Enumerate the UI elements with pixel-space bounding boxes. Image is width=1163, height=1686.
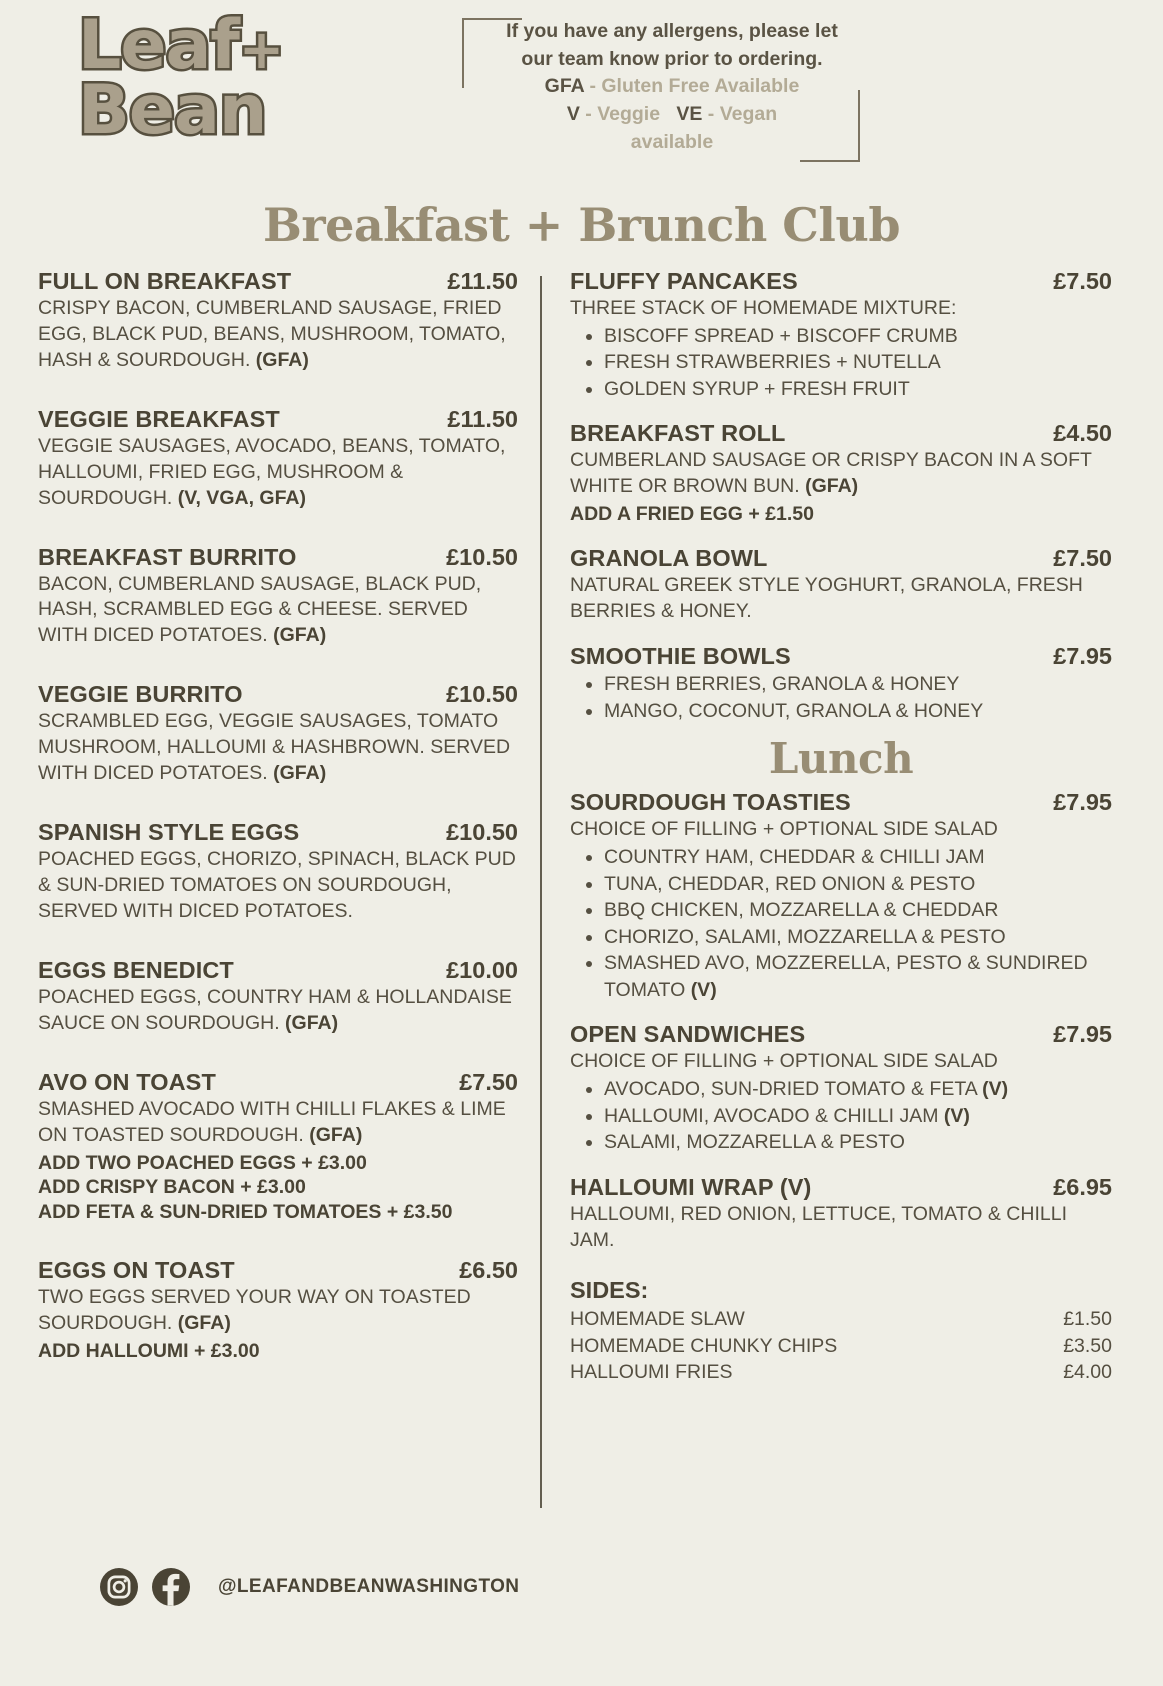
sides-heading: SIDES:	[570, 1277, 649, 1304]
menu-item	[38, 819, 518, 925]
allergen-v-desc: - Veggie	[585, 103, 661, 126]
menu-item-price: £7.50	[459, 1068, 518, 1095]
side-price: £3.50	[1063, 1334, 1112, 1357]
item-spacer	[38, 935, 518, 957]
allergen-line-1: If you have any allergens, please let	[506, 20, 838, 42]
menu-item-header	[570, 789, 1112, 816]
allergen-notice	[462, 18, 882, 156]
menu-option: SMASHED AVO, MOZZERELLA, PESTO & SUNDIRED TOMATO (V)	[570, 950, 1112, 1003]
lunch-item-list	[570, 789, 1112, 1253]
menu-item-price: £10.00	[446, 956, 518, 983]
item-spacer	[38, 659, 518, 681]
side-name: HALLOUMI FRIES	[570, 1360, 733, 1383]
side-row	[570, 1359, 1112, 1385]
menu-item-name: HALLOUMI WRAP (V)	[570, 1173, 812, 1200]
allergen-line-2: our team know prior to ordering.	[521, 47, 823, 70]
menu-option: AVOCADO, SUN-DRIED TOMATO & FETA (V)	[570, 1076, 1112, 1103]
menu-item	[38, 957, 518, 1037]
menu-item-name: AVO ON TOAST	[38, 1068, 216, 1095]
menu-item	[38, 268, 518, 374]
menu-option: FRESH BERRIES, GRANOLA & HONEY	[570, 671, 1112, 698]
facebook-icon[interactable]	[152, 1568, 190, 1606]
menu-item-description: SMASHED AVOCADO WITH CHILLI FLAKES & LIME ON TOASTED SOURDOUGH. (GFA)	[38, 1097, 506, 1146]
allergen-v-code: V	[566, 103, 580, 126]
menu-item-header	[570, 420, 1112, 447]
menu-item-price: £7.50	[1053, 268, 1112, 294]
menu-header	[0, 0, 1163, 196]
menu-item-name: EGGS ON TOAST	[38, 1257, 235, 1284]
menu-item-addons	[570, 502, 1112, 527]
menu-item-addons	[38, 1339, 518, 1364]
item-spacer	[570, 537, 1112, 545]
menu-option: SALAMI, MOZZARELLA & PESTO	[570, 1129, 1112, 1156]
menu-item-description: VEGGIE SAUSAGES, AVOCADO, BEANS, TOMATO, HALLOUMI, FRIED EGG, MUSHROOM & SOURDOUGH. (V, VGA, GFA)	[38, 434, 506, 509]
menu-item-description: BACON, CUMBERLAND SAUSAGE, BLACK PUD, HASH, SCRAMBLED EGG & CHEESE. SERVED WITH DICED POTATOES. (GFA)	[38, 572, 482, 647]
sides-section	[570, 1277, 1112, 1384]
item-spacer	[570, 412, 1112, 420]
item-spacer	[570, 635, 1112, 643]
menu-option: COUNTRY HAM, CHEDDAR & CHILLI JAM	[570, 844, 1112, 871]
column-divider	[540, 276, 542, 1508]
allergen-gfa-row	[462, 73, 882, 101]
menu-item-price: £7.95	[1053, 789, 1112, 816]
side-name: HOMEMADE SLAW	[570, 1308, 745, 1331]
menu-item-price: £11.50	[447, 268, 518, 294]
menu-item-name: OPEN SANDWICHES	[570, 1021, 806, 1048]
menu-item-description: NATURAL GREEK STYLE YOGHURT, GRANOLA, FRESH BERRIES & HONEY.	[570, 574, 1083, 623]
item-spacer	[38, 1235, 518, 1257]
menu-item-description: TWO EGGS SERVED YOUR WAY ON TOASTED SOURDOUGH. (GFA)	[38, 1286, 471, 1335]
menu-addon: ADD CRISPY BACON + £3.00	[38, 1176, 306, 1199]
allergen-ve-code: VE	[676, 103, 703, 126]
menu-item-name: VEGGIE BREAKFAST	[38, 405, 280, 432]
lunch-section-title: Lunch	[768, 734, 914, 784]
menu-item-description: CHOICE OF FILLING + OPTIONAL SIDE SALAD	[570, 1050, 998, 1073]
menu-item-name: FULL ON BREAKFAST	[38, 268, 292, 294]
menu-item-description: CHOICE OF FILLING + OPTIONAL SIDE SALAD	[570, 818, 998, 841]
menu-item-price: £7.50	[1053, 545, 1112, 572]
menu-item-price: £10.50	[446, 543, 518, 570]
allergen-ve-desc-2: available	[630, 130, 714, 153]
menu-item	[38, 1257, 518, 1364]
menu-item	[570, 1174, 1112, 1254]
menu-item-header	[38, 957, 518, 984]
brand-logo	[78, 6, 284, 150]
menu-option: FRESH STRAWBERRIES + NUTELLA	[570, 349, 1112, 376]
menu-option: GOLDEN SYRUP + FRESH FRUIT	[570, 376, 1112, 403]
item-spacer	[38, 384, 518, 406]
menu-item-header	[570, 643, 1112, 670]
menu-item	[38, 681, 518, 787]
menu-item-description: CRISPY BACON, CUMBERLAND SAUSAGE, FRIED EGG, BLACK PUD, BEANS, MUSHROOM, TOMATO, HASH & SOURDOUGH. (GFA)	[38, 297, 506, 371]
menu-option: HALLOUMI, AVOCADO & CHILLI JAM (V)	[570, 1103, 1112, 1130]
menu-item-name: SPANISH STYLE EGGS	[38, 819, 300, 846]
social-handle: @LEAFANDBEANWASHINGTON	[218, 1576, 520, 1597]
menu-item-description: THREE STACK OF HOMEMADE MIXTURE:	[570, 297, 957, 319]
menu-item-header	[38, 1257, 518, 1284]
logo-line-2: Bean	[78, 70, 267, 150]
allergen-v-ve-row	[462, 101, 882, 129]
item-spacer	[38, 522, 518, 544]
menu-item-description: POACHED EGGS, CHORIZO, SPINACH, BLACK PUD & SUN-DRIED TOMATOES ON SOURDOUGH, SERVED WITH DICED POTATOES.	[38, 848, 516, 922]
menu-item-price: £11.50	[447, 405, 518, 432]
menu-item-name: EGGS BENEDICT	[38, 956, 234, 983]
menu-item-price: £7.95	[1053, 1021, 1112, 1048]
item-spacer	[38, 797, 518, 819]
menu-option: MANGO, COCONUT, GRANOLA & HONEY	[570, 698, 1112, 725]
menu-item-description: CUMBERLAND SAUSAGE OR CRISPY BACON IN A SOFT WHITE OR BROWN BUN. (GFA)	[570, 449, 1092, 498]
instagram-icon[interactable]	[100, 1568, 138, 1606]
menu-item-header	[38, 1069, 518, 1096]
side-name: HOMEMADE CHUNKY CHIPS	[570, 1334, 838, 1357]
menu-item-description: SCRAMBLED EGG, VEGGIE SAUSAGES, TOMATO MUSHROOM, HALLOUMI & HASHBROWN. SERVED WITH DICED POTATOES. (GFA)	[38, 710, 511, 785]
menu-item	[570, 643, 1112, 724]
menu-item	[38, 544, 518, 650]
menu-item-header	[38, 544, 518, 571]
menu-item-header	[38, 268, 518, 295]
logo-line-1: Leaf	[78, 6, 239, 85]
menu-item-price: £10.50	[446, 681, 518, 708]
menu-item-price: £6.95	[1053, 1173, 1112, 1200]
menu-item-price: £6.50	[459, 1257, 518, 1284]
menu-item	[570, 789, 1112, 1003]
menu-item-header	[570, 1021, 1112, 1048]
menu-item	[570, 1021, 1112, 1155]
menu-item-header	[570, 268, 1112, 295]
item-spacer	[570, 1013, 1112, 1021]
menu-item-name: BREAKFAST ROLL	[570, 420, 786, 447]
menu-item-name: BREAKFAST BURRITO	[38, 543, 297, 570]
menu-item	[38, 1069, 518, 1226]
breakfast-item-list	[38, 268, 518, 1364]
side-row	[570, 1306, 1112, 1332]
right-column	[542, 268, 1142, 1608]
menu-item	[570, 545, 1112, 625]
side-price: £1.50	[1063, 1308, 1112, 1331]
menu-option: TUNA, CHEDDAR, RED ONION & PESTO	[570, 871, 1112, 898]
page-title: Breakfast + Brunch Club	[262, 198, 901, 252]
sides-row-list	[570, 1306, 1112, 1384]
menu-item-options	[570, 323, 1112, 403]
menu-item-description: HALLOUMI, RED ONION, LETTUCE, TOMATO & CHILLI JAM.	[570, 1202, 1067, 1251]
menu-addon: ADD FETA & SUN-DRIED TOMATOES + £3.50	[38, 1201, 453, 1224]
menu-option: CHORIZO, SALAMI, MOZZARELLA & PESTO	[570, 924, 1112, 951]
menu-item-addons	[38, 1151, 518, 1226]
side-price: £4.00	[1063, 1360, 1112, 1383]
menu-item-options	[570, 844, 1112, 1003]
menu-item-header	[38, 819, 518, 846]
allergen-gfa-desc: - Gluten Free Available	[589, 75, 800, 98]
menu-option: BISCOFF SPREAD + BISCOFF CRUMB	[570, 323, 1112, 350]
menu-item-name: GRANOLA BOWL	[570, 545, 768, 572]
menu-item-name: SOURDOUGH TOASTIES	[570, 789, 851, 816]
brunch-item-list	[570, 268, 1112, 724]
social-footer	[100, 1568, 519, 1606]
menu-item-header	[38, 681, 518, 708]
menu-item	[570, 420, 1112, 527]
allergen-ve-desc: - Vegan	[707, 103, 778, 126]
item-spacer	[38, 1047, 518, 1069]
menu-item-price: £4.50	[1053, 420, 1112, 447]
logo-plus-icon: +	[238, 18, 284, 81]
allergen-gfa-code: GFA	[544, 75, 585, 98]
menu-item-name: SMOOTHIE BOWLS	[570, 643, 791, 670]
menu-item-name: FLUFFY PANCAKES	[570, 268, 798, 294]
menu-item-description: POACHED EGGS, COUNTRY HAM & HOLLANDAISE SAUCE ON SOURDOUGH. (GFA)	[38, 985, 512, 1034]
menu-item-header	[570, 545, 1112, 572]
menu-item-name: VEGGIE BURRITO	[38, 681, 243, 708]
menu-option: BBQ CHICKEN, MOZZARELLA & CHEDDAR	[570, 897, 1112, 924]
menu-addon: ADD HALLOUMI + £3.00	[38, 1340, 260, 1363]
left-column	[0, 268, 540, 1608]
menu-item-options	[570, 1076, 1112, 1156]
side-row	[570, 1333, 1112, 1359]
menu-item-price: £10.50	[446, 819, 518, 846]
menu-columns	[0, 268, 1163, 1608]
menu-item-price: £7.95	[1053, 643, 1112, 670]
menu-item	[38, 406, 518, 512]
menu-addon: ADD A FRIED EGG + £1.50	[570, 503, 814, 526]
menu-item-header	[38, 406, 518, 433]
menu-item-options	[570, 671, 1112, 724]
menu-item	[570, 268, 1112, 402]
item-spacer	[570, 1166, 1112, 1174]
menu-addon: ADD TWO POACHED EGGS + £3.00	[38, 1151, 367, 1174]
menu-item-header	[570, 1174, 1112, 1201]
